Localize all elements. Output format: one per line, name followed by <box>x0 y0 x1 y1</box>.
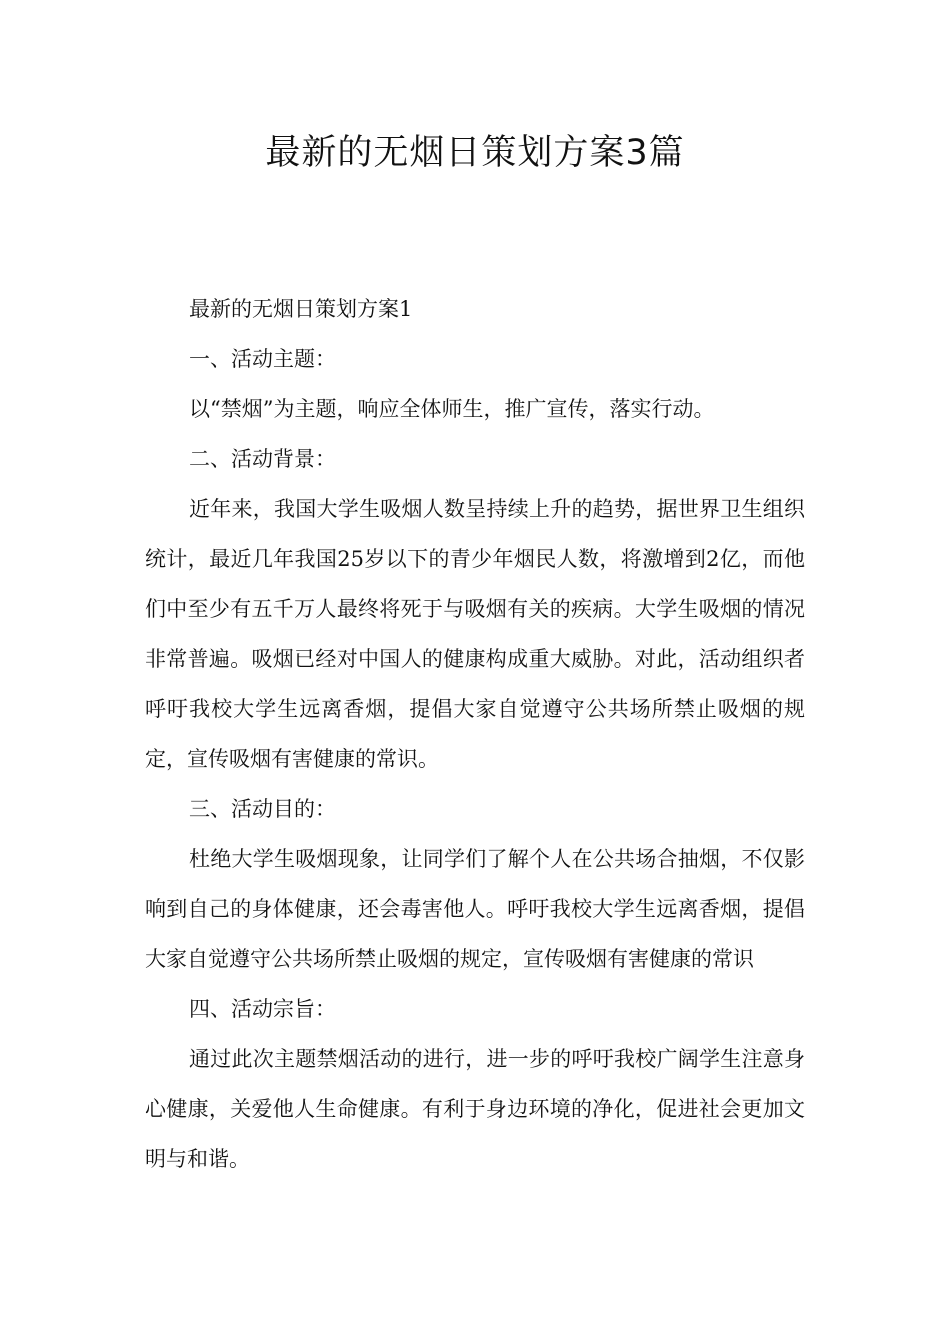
paragraph-theme: 以“禁烟”为主题，响应全体师生，推广宣传，落实行动。 <box>189 397 715 421</box>
section-heading-background: 二、活动背景： <box>189 447 336 471</box>
section-heading-theme: 一、活动主题： <box>189 347 336 371</box>
paragraph-purpose: 杜绝大学生吸烟现象，让同学们了解个人在公共场合抽烟，不仅影响到自己的身体健康，还会毒害他人。呼吁我校大学生远离香烟，提倡大家自觉遵守公共场所禁止吸烟的规定，宣传吸烟有害健康的常识 <box>145 847 805 971</box>
document-body <box>145 284 805 1184</box>
section-heading-aim: 四、活动宗旨： <box>189 997 336 1021</box>
paragraph-aim: 通过此次主题禁烟活动的进行，进一步的呼吁我校广阔学生注意身心健康，关爱他人生命健康。有利于身边环境的净化，促进社会更加文明与和谐。 <box>145 1047 805 1171</box>
paragraph-background: 近年来，我国大学生吸烟人数呈持续上升的趋势，据世界卫生组织统计，最近几年我国25岁以下的青少年烟民人数，将激增到2亿，而他们中至少有五千万人最终将死于与吸烟有关的疾病。大学生吸烟的情况非常普遍。吸烟已经对中国人的健康构成重大威胁。对此，活动组织者呼吁我校大学生远离香烟，提倡大家自觉遵守公共场所禁止吸烟的规定，宣传吸烟有害健康的常识。 <box>145 497 805 771</box>
document-title: 最新的无烟日策划方案3篇 <box>265 133 685 173</box>
subtitle-heading: 最新的无烟日策划方案1 <box>189 297 413 321</box>
section-heading-purpose: 三、活动目的： <box>189 797 336 821</box>
